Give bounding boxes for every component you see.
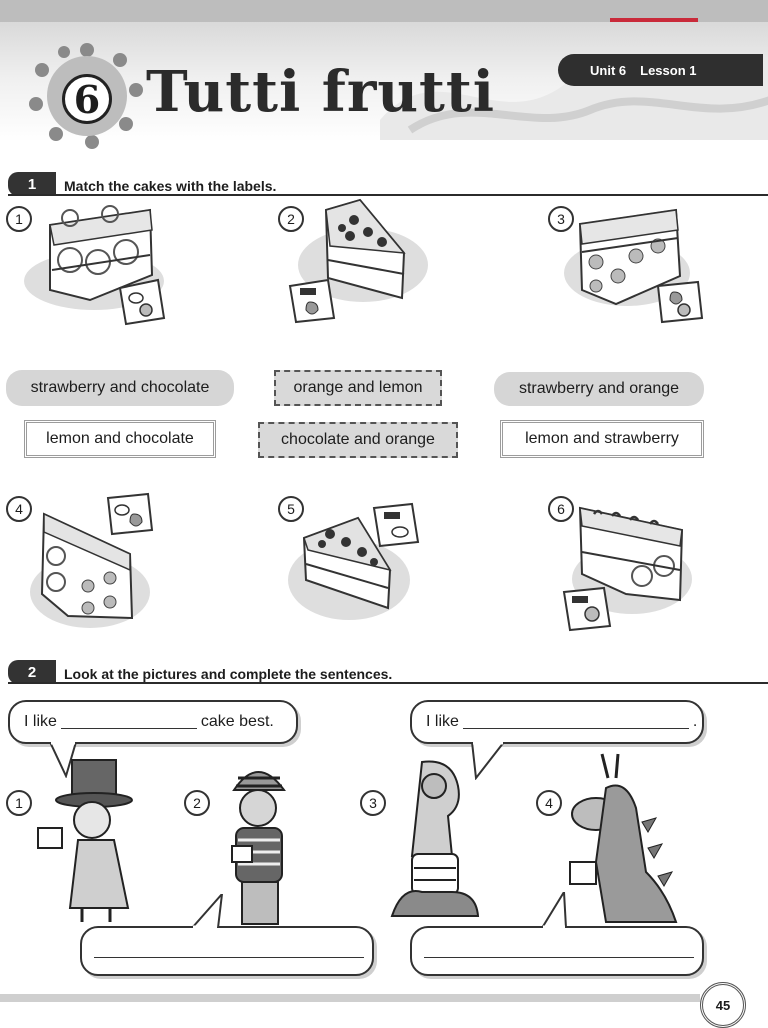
character-number-1: 1 bbox=[6, 790, 32, 816]
answer-bubble-1 bbox=[80, 926, 374, 976]
label-orange-and-lemon: orange and lemon bbox=[274, 370, 442, 406]
dragon-icon bbox=[566, 752, 686, 926]
cake-number-6: 6 bbox=[548, 496, 574, 522]
page-title: Tutti frutti bbox=[146, 59, 496, 125]
exercise-2-instruction: Look at the pictures and complete the sentences. bbox=[64, 666, 393, 682]
label-lemon-and-chocolate: lemon and chocolate bbox=[24, 420, 216, 458]
bubble-1-end: cake best. bbox=[200, 713, 274, 730]
exercise-2-rule bbox=[8, 682, 768, 684]
label-chocolate-and-orange: chocolate and orange bbox=[258, 422, 458, 458]
exercise-1-number: 1 bbox=[8, 172, 56, 196]
exercise-1-rule bbox=[8, 194, 768, 196]
cake-number-3: 3 bbox=[548, 206, 574, 232]
cake-number-1: 1 bbox=[6, 206, 32, 232]
unit-label: Unit 6 bbox=[590, 62, 627, 78]
speech-bubble-2 bbox=[410, 700, 704, 744]
cake-number-5: 5 bbox=[278, 496, 304, 522]
flag-chocolate-lemon-icon bbox=[372, 502, 420, 548]
flag-lemon-orange-icon bbox=[116, 278, 168, 326]
bubble-2-end: . bbox=[692, 713, 698, 730]
unit-lesson-pill bbox=[558, 54, 763, 86]
cake-number-4: 4 bbox=[6, 496, 32, 522]
character-number-4: 4 bbox=[536, 790, 562, 816]
exercise-1-instruction: Match the cakes with the labels. bbox=[64, 178, 277, 194]
bubble-2-blank[interactable] bbox=[463, 716, 689, 729]
label-strawberry-and-chocolate: strawberry and chocolate bbox=[6, 370, 234, 406]
speech-bubble-1 bbox=[8, 700, 298, 744]
cake-number-2: 2 bbox=[278, 206, 304, 232]
answer-bubble-1-tail bbox=[188, 894, 224, 928]
bubble-1-blank[interactable] bbox=[61, 716, 197, 729]
page-number: 45 bbox=[700, 982, 746, 1028]
answer-line-2[interactable] bbox=[424, 945, 694, 958]
bubble-1-start: I like bbox=[24, 713, 57, 730]
character-number-2: 2 bbox=[184, 790, 210, 816]
character-number-3: 3 bbox=[360, 790, 386, 816]
boy-with-beanie-icon bbox=[212, 760, 308, 926]
answer-bubble-2-tail bbox=[540, 892, 570, 928]
flag-chocolate-orange-icon bbox=[562, 586, 612, 632]
label-lemon-and-strawberry: lemon and strawberry bbox=[500, 420, 704, 458]
girl-with-hat-icon bbox=[30, 758, 146, 924]
answer-bubble-2 bbox=[410, 926, 704, 976]
lesson-label: Lesson 1 bbox=[640, 62, 697, 78]
answer-line-1[interactable] bbox=[94, 945, 364, 958]
flag-lemon-strawberry-icon bbox=[104, 492, 156, 536]
exercise-2-number: 2 bbox=[8, 660, 56, 684]
bubble-2-start: I like bbox=[426, 713, 459, 730]
flag-strawberry-orange-icon bbox=[654, 280, 706, 324]
flag-chocolate-strawberry-icon bbox=[288, 278, 338, 324]
seahorse-monster-icon bbox=[382, 756, 486, 922]
footer-bar bbox=[0, 994, 700, 1002]
unit-number-badge: 6 bbox=[62, 74, 112, 124]
label-strawberry-and-orange: strawberry and orange bbox=[494, 372, 704, 406]
